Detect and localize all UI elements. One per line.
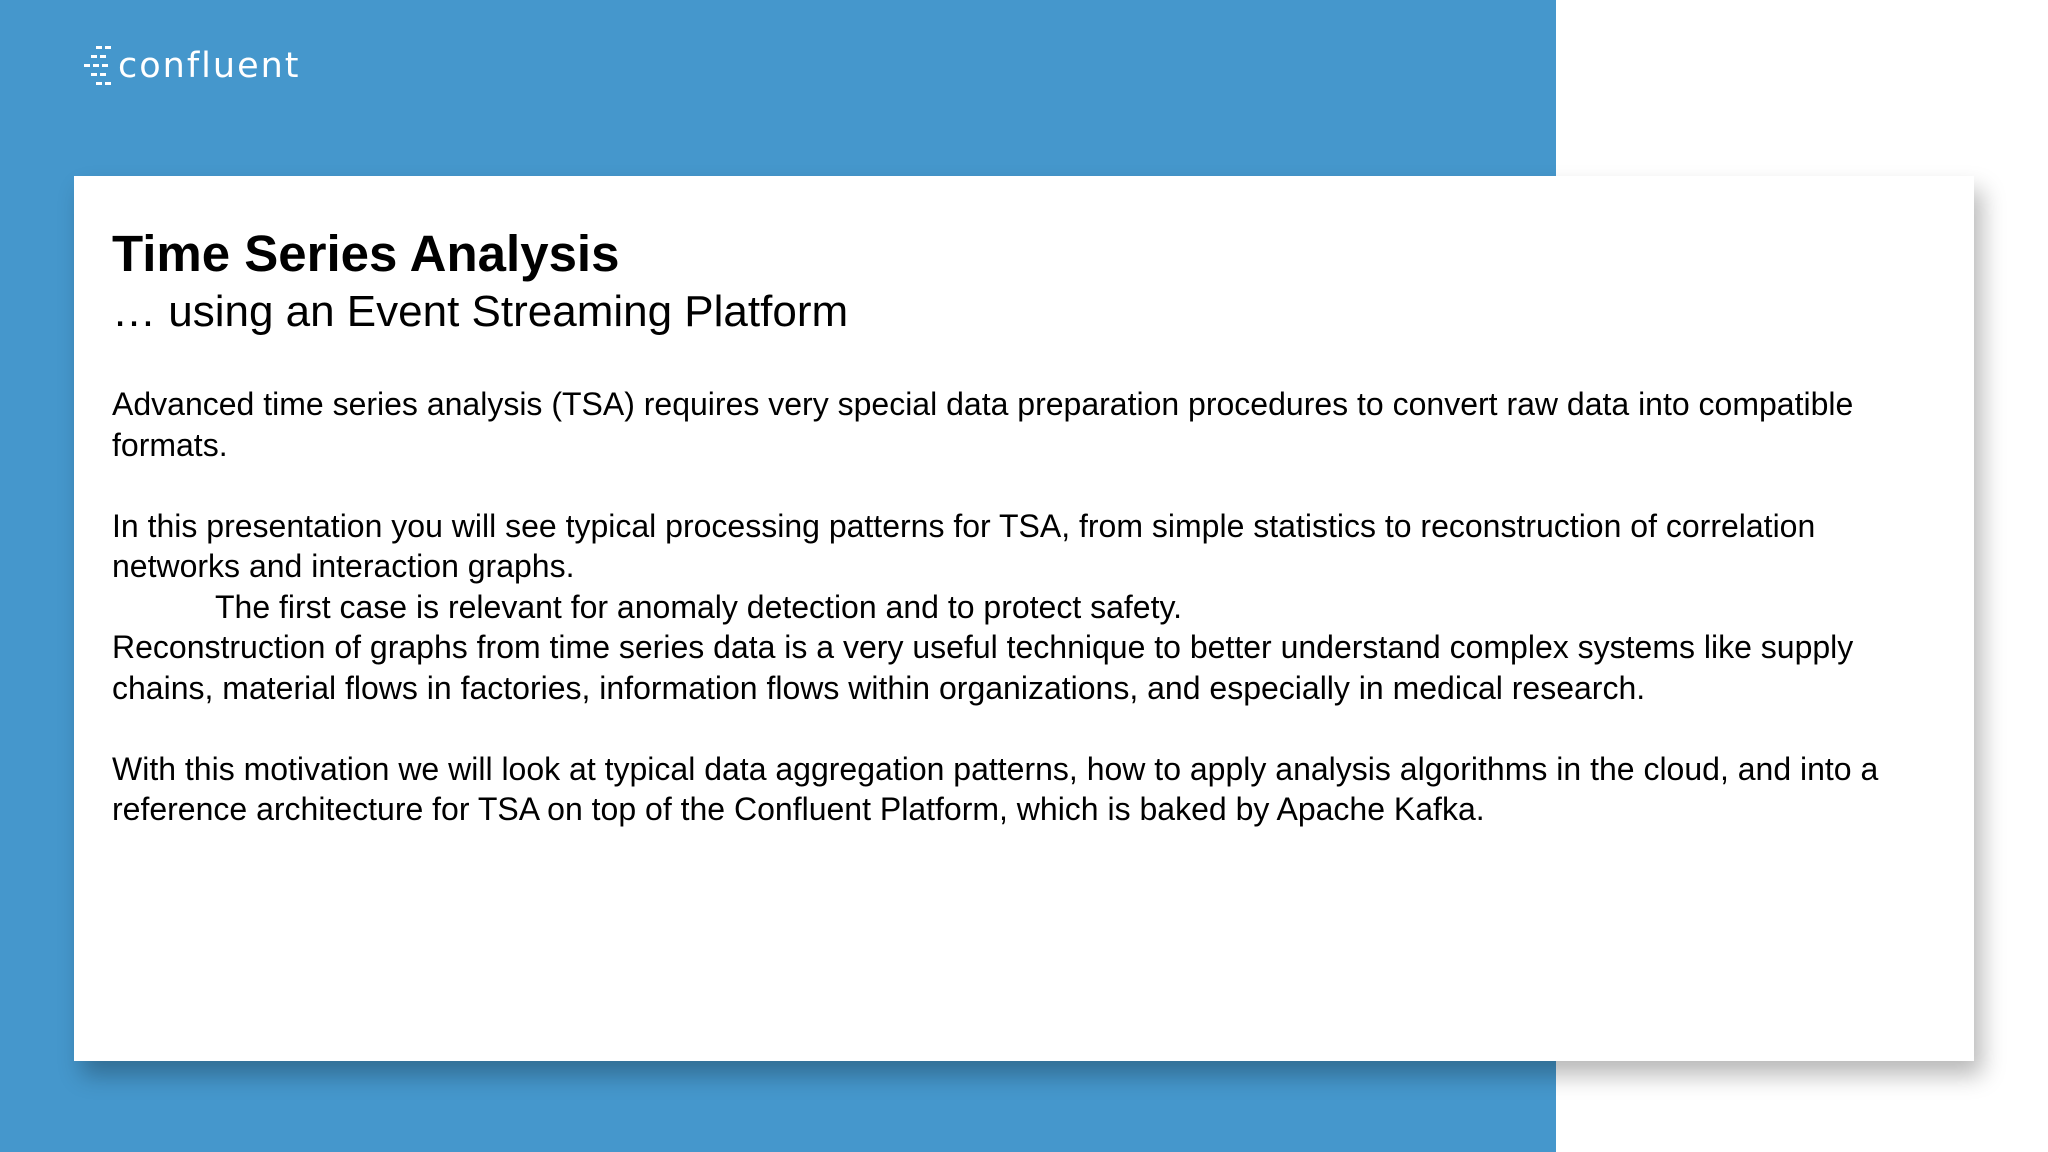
paragraph-anomaly-case: The first case is relevant for anomaly detection and to protect safety. bbox=[215, 588, 1182, 625]
confluent-logo-icon bbox=[82, 44, 116, 88]
paragraph-motivation: With this motivation we will look at typical data aggregation patterns, how to apply analysis algorithms in the cloud, and into a reference architecture for TSA on top of the Confluent Platform, which is baked by Apache Kafka. bbox=[112, 750, 1879, 827]
confluent-logo bbox=[82, 44, 301, 88]
paragraph-graph-reconstruction: Reconstruction of graphs from time series data is a very useful technique to better understand complex systems like supply chains, material flows in factories, information flows within organizations, and especially in medical research. bbox=[112, 629, 1854, 706]
paragraph-intro: Advanced time series analysis (TSA) requires very special data preparation procedures to convert raw data into compatible formats. bbox=[112, 386, 1854, 463]
slide-subtitle: … using an Event Streaming Platform bbox=[112, 287, 849, 336]
paragraph-patterns: In this presentation you will see typical processing patterns for TSA, from simple statistics to reconstruction of correlation networks and interaction graphs. bbox=[112, 507, 1816, 584]
slide-body bbox=[112, 384, 1936, 830]
paragraph-spacer bbox=[112, 708, 1936, 749]
slide-title: Time Series Analysis bbox=[112, 225, 620, 282]
confluent-wordmark: confluent bbox=[118, 46, 301, 86]
paragraph-spacer bbox=[112, 465, 1936, 506]
content-card bbox=[74, 176, 1974, 1061]
